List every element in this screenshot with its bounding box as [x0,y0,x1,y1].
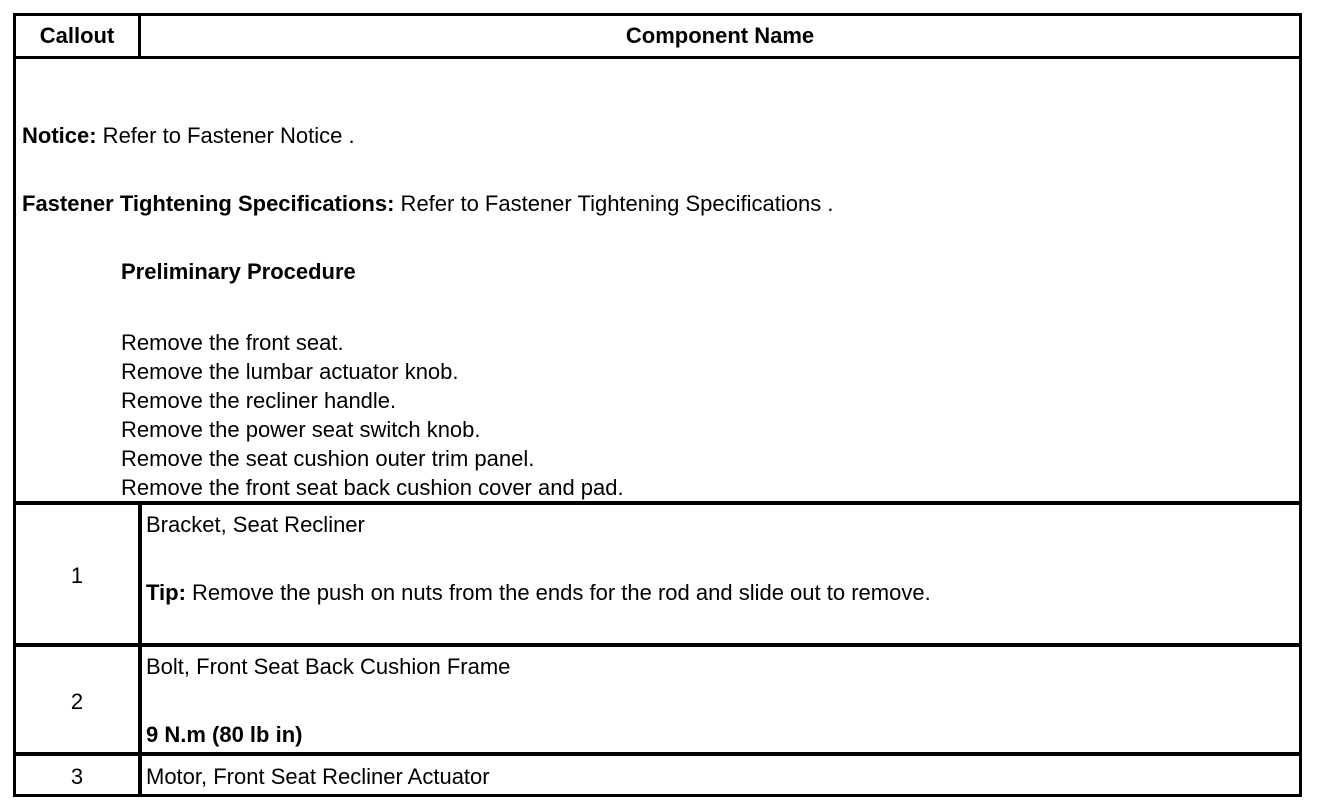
header-bottom-border [16,56,1299,59]
notice-text: Refer to Fastener Notice . [96,123,355,148]
step-item: Remove the front seat. [121,330,344,355]
component-table [13,13,1302,797]
preliminary-title: Preliminary Procedure [121,259,356,284]
row1-bottom-border [16,643,1299,647]
notice-line [22,123,355,149]
row1-name: Bracket, Seat Recliner [146,512,365,537]
row1-tip [146,580,931,606]
row1-tip-text: Remove the push on nuts from the ends for the rod and slide out to remove. [185,580,931,605]
preliminary-steps [121,328,624,502]
row3-name: Motor, Front Seat Recliner Actuator [146,764,490,789]
step-item: Remove the power seat switch knob. [121,417,481,442]
step-item: Remove the seat cushion outer trim panel. [121,446,535,471]
step-item: Remove the recliner handle. [121,388,397,413]
row3-callout: 3 [70,764,84,789]
spec-label: Fastener Tightening Specifications: [22,191,395,216]
spec-text: Refer to Fastener Tightening Specifications . [394,191,834,216]
row1-tip-label: Tip: [146,580,186,605]
row2-name: Bolt, Front Seat Back Cushion Frame [146,654,511,679]
step-item: Remove the front seat back cushion cover and pad. [121,475,624,500]
row2-torque: 9 N.m (80 lb in) [146,722,303,747]
header-callout: Callout [39,23,115,48]
notice-label: Notice: [22,123,97,148]
header-component-name: Component Name [625,23,815,48]
spec-line [22,191,833,217]
callout-column-divider [138,505,142,794]
step-item: Remove the lumbar actuator knob. [121,359,459,384]
row2-callout: 2 [70,689,84,714]
header-divider [138,16,141,56]
row1-callout: 1 [70,563,84,588]
row2-bottom-border [16,752,1299,756]
